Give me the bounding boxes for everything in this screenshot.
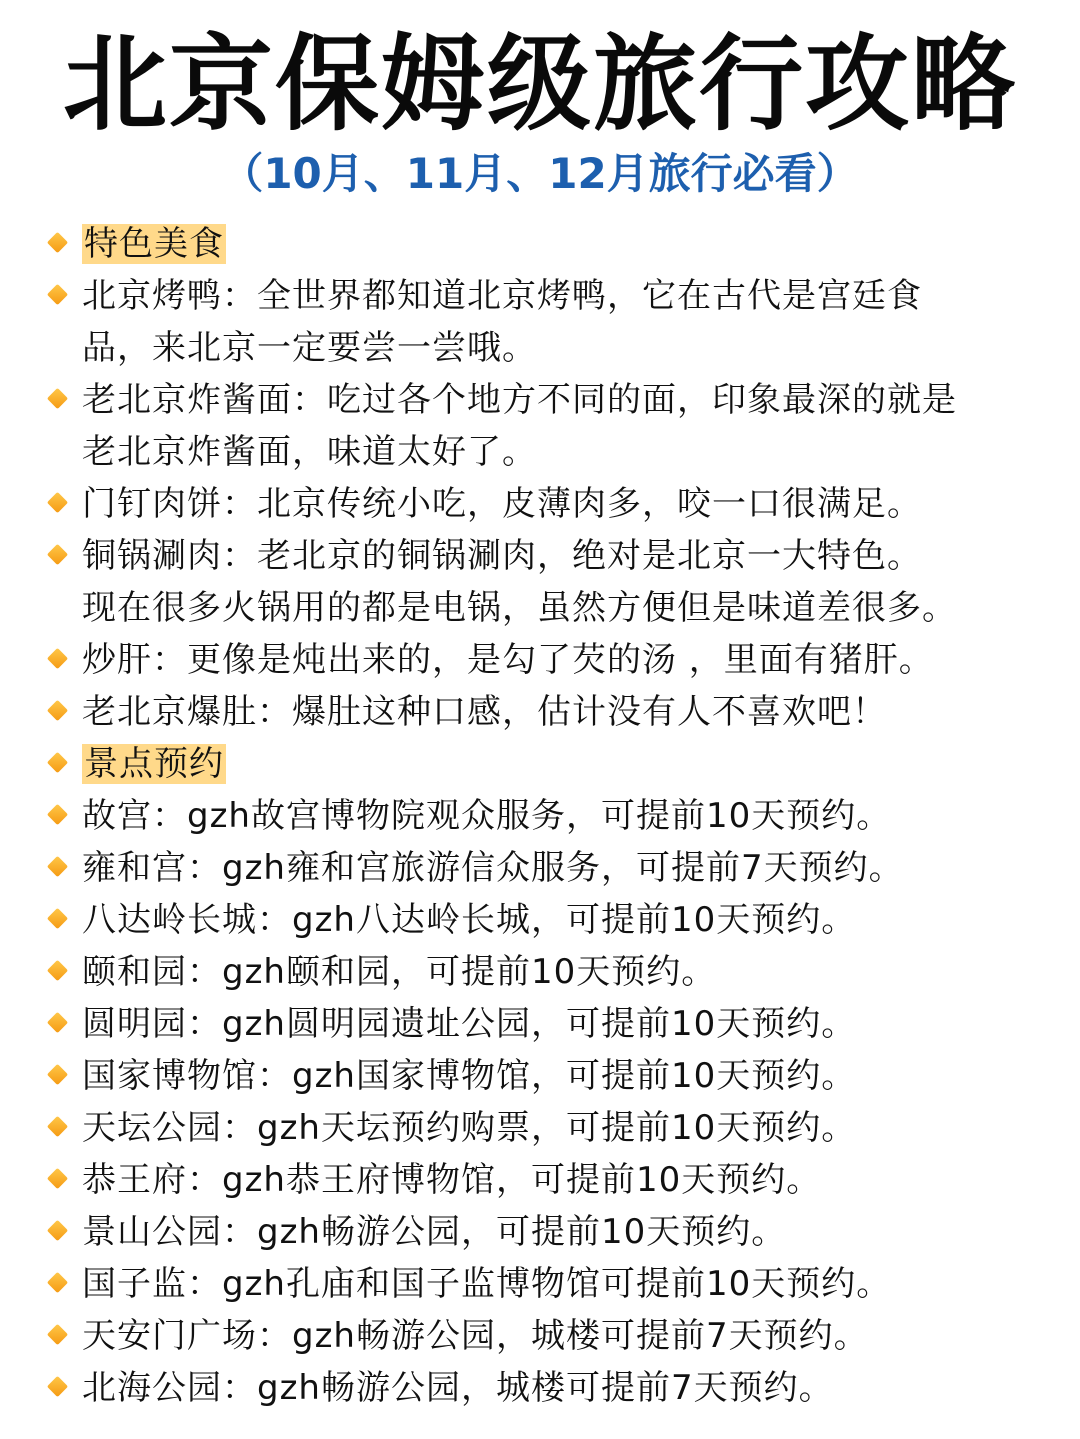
list-item (46, 946, 1036, 998)
section-heading-label: 特色美食 (84, 224, 224, 264)
list-item (46, 790, 1036, 842)
diamond-bullet-icon (47, 648, 68, 669)
list-item-text: 门钉肉饼：北京传统小吃，皮薄肉多，咬一口很满足。 (82, 484, 922, 524)
list-item (46, 478, 1036, 530)
diamond-bullet-icon (47, 1064, 68, 1085)
list-item-text: 国家博物馆：gzh国家博物馆，可提前10天预约。 (82, 1056, 857, 1096)
list-item (46, 1102, 1036, 1154)
list-item-text: 铜锅涮肉：老北京的铜锅涮肉，绝对是北京一大特色。 (82, 536, 922, 576)
diamond-bullet-icon (47, 284, 68, 305)
list-item (46, 1050, 1036, 1102)
diamond-bullet-icon (47, 1220, 68, 1241)
list-item-text: 雍和宫：gzh雍和宫旅游信众服务，可提前7天预约。 (82, 848, 904, 888)
list-item-text: 景山公园：gzh畅游公园，可提前10天预约。 (82, 1212, 787, 1252)
section-heading-attractions (46, 738, 1036, 790)
diamond-bullet-icon (47, 908, 68, 929)
diamond-bullet-icon (47, 1272, 68, 1293)
diamond-bullet-icon (47, 388, 68, 409)
diamond-bullet-icon (47, 1012, 68, 1033)
diamond-bullet-icon (47, 544, 68, 565)
list-item-text: 故宫：gzh故宫博物院观众服务，可提前10天预约。 (82, 796, 892, 836)
list-item-text: 恭王府：gzh恭王府博物馆，可提前10天预约。 (82, 1160, 822, 1200)
list-item (46, 270, 1036, 374)
diamond-bullet-icon (47, 232, 68, 253)
list-item-text: 八达岭长城：gzh八达岭长城，可提前10天预约。 (82, 900, 857, 940)
list-item (46, 374, 1036, 478)
list-item (46, 998, 1036, 1050)
list-item-text: 天坛公园：gzh天坛预约购票，可提前10天预约。 (82, 1108, 857, 1148)
list-item-text: 天安门广场：gzh畅游公园，城楼可提前7天预约。 (82, 1316, 869, 1356)
list-item-text: 颐和园：gzh颐和园，可提前10天预约。 (82, 952, 717, 992)
list-item (46, 1154, 1036, 1206)
list-item (46, 1362, 1036, 1414)
section-heading-label: 景点预约 (84, 744, 224, 784)
page-title: 北京保姆级旅行攻略 (62, 23, 1017, 145)
list-item (46, 634, 1036, 686)
list-item-text: 品，来北京一定要尝一尝哦。 (82, 328, 537, 368)
list-item (46, 894, 1036, 946)
list-item-text: 国子监：gzh孔庙和国子监博物馆可提前10天预约。 (82, 1264, 892, 1304)
list-item (46, 842, 1036, 894)
list-item (46, 1258, 1036, 1310)
list-item-text: 圆明园：gzh圆明园遗址公园，可提前10天预约。 (82, 1004, 857, 1044)
list-item-text: 老北京炸酱面，味道太好了。 (82, 432, 537, 472)
diamond-bullet-icon (47, 1116, 68, 1137)
diamond-bullet-icon (47, 1168, 68, 1189)
diamond-bullet-icon (47, 856, 68, 877)
diamond-bullet-icon (47, 1376, 68, 1397)
diamond-bullet-icon (47, 700, 68, 721)
list-item (46, 1310, 1036, 1362)
diamond-bullet-icon (47, 960, 68, 981)
diamond-bullet-icon (47, 1324, 68, 1345)
list-item-text: 老北京爆肚：爆肚这种口感，估计没有人不喜欢吧！ (82, 692, 887, 732)
list-item (46, 530, 1036, 634)
list-item-text: 老北京炸酱面：吃过各个地方不同的面，印象最深的就是 (82, 380, 957, 420)
content (46, 218, 1036, 1414)
section-heading-food (46, 218, 1036, 270)
page-subtitle: （10月、11月、12月旅行必看） (221, 149, 859, 198)
diamond-bullet-icon (47, 804, 68, 825)
list-item-text: 现在很多火锅用的都是电锅，虽然方便但是味道差很多。 (82, 588, 957, 628)
list-item (46, 1206, 1036, 1258)
list-item-text: 北京烤鸭：全世界都知道北京烤鸭，它在古代是宫廷食 (82, 276, 922, 316)
list-item (46, 686, 1036, 738)
list-item-text: 炒肝：更像是炖出来的，是勾了芡的汤 ，里面有猪肝。 (82, 640, 934, 680)
diamond-bullet-icon (47, 492, 68, 513)
diamond-bullet-icon (47, 752, 68, 773)
list-item-text: 北海公园：gzh畅游公园，城楼可提前7天预约。 (82, 1368, 834, 1408)
